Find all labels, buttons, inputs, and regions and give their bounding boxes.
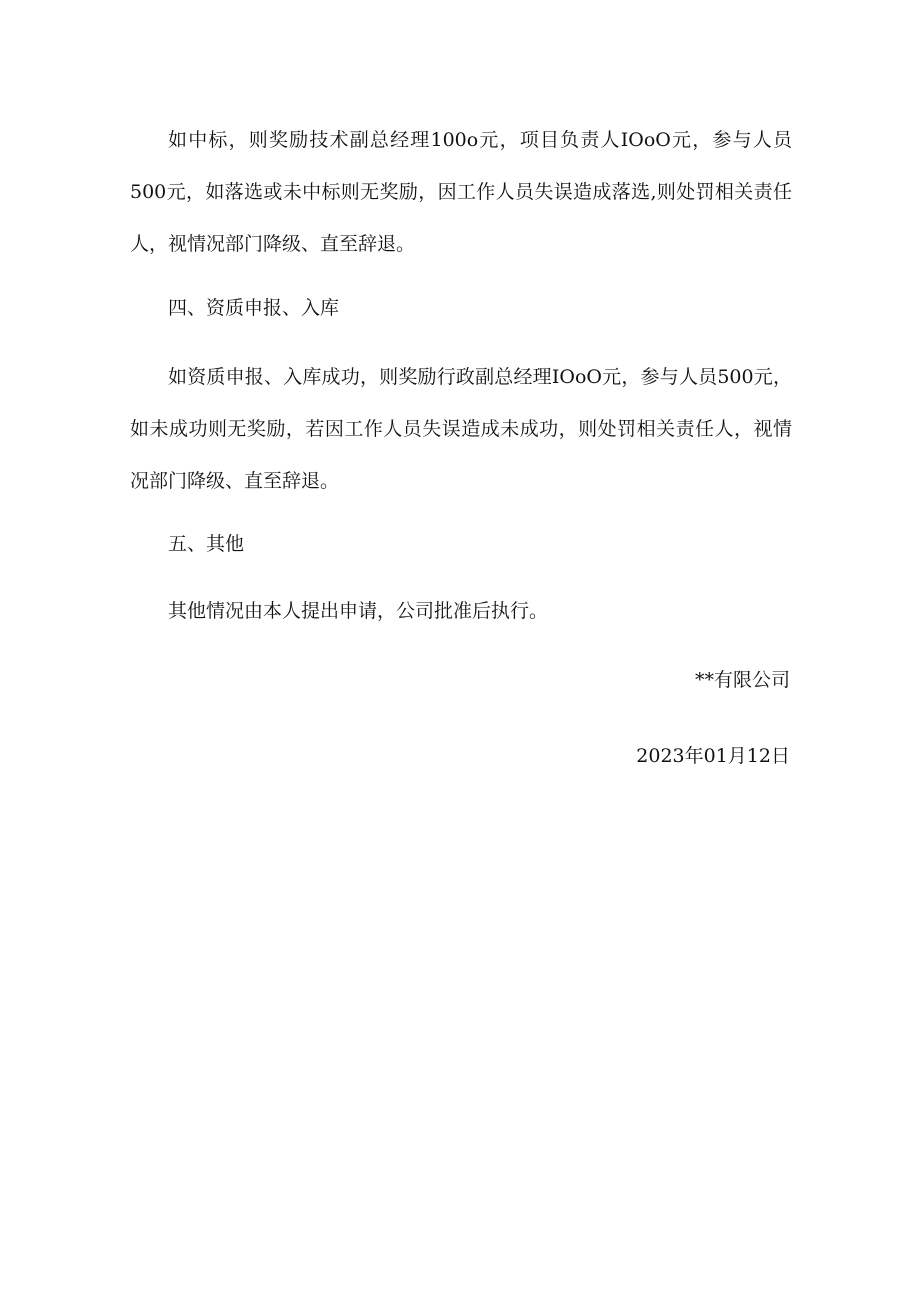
company-signature: **有限公司: [694, 669, 790, 691]
signature-date: 2023年01月12日: [636, 745, 790, 767]
section-five-paragraph: 其他情况由本人提出申请，公司批准后执行。: [168, 600, 549, 622]
section-four-heading: 四、资质申报、入库: [168, 297, 340, 319]
section-four-paragraph: 如资质申报、入库成功，则奖励行政副总经理IOoO元，参与人员500元，如未成功则无奖励，若因工作人员失误造成未成功，则处罚相关责任人，视情况部门降级、直至辞退。: [130, 366, 792, 492]
section-three-paragraph: 如中标，则奖励技术副总经理100o元，项目负责人IOoO元，参与人员500元，如落选或未中标则无奖励，因工作人员失误造成落选,则处罚相关责任人，视情况部门降级、直至辞退。: [130, 129, 792, 255]
section-five-heading: 五、其他: [168, 533, 245, 555]
